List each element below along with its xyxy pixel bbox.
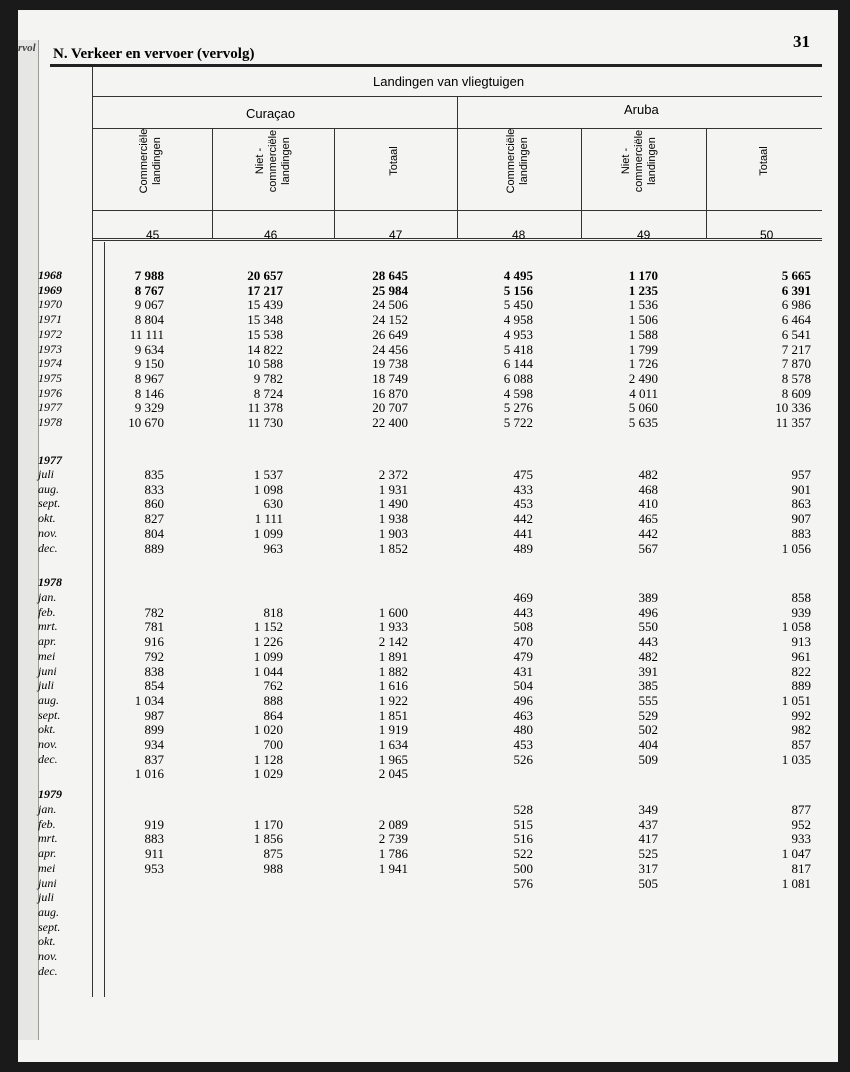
col-label-49: Niet - commerciële landingen	[620, 129, 658, 193]
row-label: mei	[38, 860, 56, 875]
table-cell: 1 044	[253, 663, 283, 679]
table-cell: 529	[638, 707, 658, 723]
col-num-50: 50	[760, 228, 774, 242]
col-label-48: Commerciële landingen	[505, 128, 530, 194]
table-cell: 11 730	[247, 415, 283, 430]
section-header: N. Verkeer en vervoer (vervolg)	[53, 46, 255, 62]
table-cell: 6 088	[503, 370, 533, 386]
table-cell: 1 852	[378, 540, 408, 556]
table-cell: 6 464	[781, 312, 811, 328]
table-cell: 504	[513, 678, 533, 694]
group-title: Landingen van vliegtuigen	[373, 74, 525, 89]
table-cell: 1 851	[378, 707, 408, 723]
row-label: 1968	[38, 268, 62, 282]
col-rule-4	[581, 128, 582, 238]
table-cell: 5 635	[628, 415, 658, 430]
table-cell: 1 226	[253, 634, 283, 650]
table-cell: 1 152	[253, 619, 283, 635]
table-cell: 6 144	[503, 356, 533, 372]
row-label: 1973	[38, 341, 62, 356]
table-cell: 17 217	[247, 282, 283, 298]
table-cell: 525	[638, 846, 658, 862]
table-cell: 854	[144, 678, 164, 694]
row-label: 1976	[38, 385, 62, 400]
curacao-title: Curaçao	[246, 106, 296, 121]
row-label: sept.	[38, 496, 61, 511]
table-cell: 453	[513, 737, 533, 752]
table-cell: 1 029	[253, 766, 283, 782]
table-cell: 20 707	[372, 400, 408, 416]
table-cell: 6 391	[781, 282, 811, 298]
table-cell: 10 588	[247, 356, 283, 372]
row-label: aug.	[38, 904, 59, 919]
table-cell: 4 598	[503, 385, 533, 401]
row-label: mrt.	[38, 831, 58, 846]
table-cell: 883	[144, 831, 164, 847]
table-cell: 1 034	[134, 692, 164, 708]
row-label: juni	[38, 663, 57, 678]
table-cell: 6 541	[781, 326, 811, 342]
row-label: okt.	[38, 934, 56, 949]
table-cell: 1 235	[628, 282, 658, 298]
table-cell: 480	[513, 722, 533, 738]
table-cell: 875	[263, 846, 283, 862]
row-label: nov.	[38, 949, 58, 963]
table-cell: 1 786	[378, 846, 408, 862]
table-cell: 860	[144, 496, 164, 512]
table-cell: 443	[638, 634, 658, 650]
table-cell: 442	[638, 525, 658, 541]
table-cell: 15 439	[247, 297, 283, 313]
col-rule-5	[706, 128, 707, 238]
table-cell: 1 098	[253, 481, 283, 497]
table-cell: 385	[638, 678, 658, 694]
table-cell: 782	[144, 604, 164, 620]
table-cell: 1 882	[378, 663, 408, 679]
row-label: feb.	[38, 816, 56, 831]
col-num-46: 46	[264, 228, 278, 242]
table-cell: 5 060	[628, 400, 658, 416]
table-cell: 1 922	[378, 692, 408, 708]
row-label: jan.	[38, 802, 57, 816]
table-cell: 391	[638, 663, 658, 679]
table-cell: 1 056	[781, 540, 811, 556]
row-label: 1969	[38, 282, 62, 297]
table-cell: 24 506	[372, 297, 408, 313]
table-cell: 10 336	[775, 400, 811, 416]
table-cell: 528	[513, 802, 533, 817]
previous-page-edge	[18, 40, 39, 1040]
col-label-47: Totaal	[388, 146, 400, 176]
table-cell: 2 372	[378, 467, 408, 482]
table-cell: 1 058	[781, 619, 811, 635]
rule-under-numbers-2	[92, 240, 822, 241]
table-cell: 8 767	[134, 282, 164, 298]
table-cell: 5 450	[503, 297, 533, 313]
table-cell: 5 722	[503, 415, 533, 430]
table-cell: 1 099	[253, 525, 283, 541]
table-cell: 5 276	[503, 400, 533, 416]
table-cell: 509	[638, 751, 658, 767]
section-year-label: 1978	[38, 575, 62, 589]
table-cell: 11 111	[129, 326, 164, 342]
table-cell: 567	[638, 540, 658, 556]
table-cell: 877	[791, 802, 811, 817]
table-cell: 11 357	[775, 415, 811, 430]
row-label: 1971	[38, 312, 62, 327]
table-cell: 417	[638, 831, 658, 847]
table-cell: 5 665	[781, 268, 811, 283]
table-cell: 888	[263, 692, 283, 708]
table-cell: 1 588	[628, 326, 658, 342]
table-cell: 8 967	[134, 370, 164, 386]
table-cell: 1 047	[781, 846, 811, 862]
table-cell: 7 217	[781, 341, 811, 357]
table-cell: 550	[638, 619, 658, 635]
table-cell: 1 536	[628, 297, 658, 313]
table-cell: 1 081	[781, 875, 811, 891]
table-cell: 482	[638, 467, 658, 482]
table-cell: 1 016	[134, 766, 164, 782]
table-cell: 505	[638, 875, 658, 891]
table-cell: 857	[791, 737, 811, 752]
col-label-50: Totaal	[758, 146, 770, 176]
table-cell: 838	[144, 663, 164, 679]
table-cell: 933	[791, 831, 811, 847]
table-cell: 2 045	[378, 766, 408, 782]
table-cell: 433	[513, 481, 533, 497]
document-page	[18, 10, 838, 1062]
row-label: juli	[38, 467, 55, 481]
table-cell: 555	[638, 692, 658, 708]
table-cell: 934	[144, 737, 164, 752]
table-cell: 1 099	[253, 648, 283, 664]
table-cell: 16 870	[372, 385, 408, 401]
row-label: dec.	[38, 540, 58, 555]
row-label: 1977	[38, 400, 62, 415]
table-cell: 8 804	[134, 312, 164, 328]
table-cell: 1 726	[628, 356, 658, 372]
table-cell: 9 782	[253, 370, 283, 386]
row-label: 1975	[38, 370, 62, 385]
table-cell: 410	[638, 496, 658, 512]
table-cell: 804	[144, 525, 164, 541]
table-cell: 11 378	[247, 400, 283, 416]
table-cell: 1 903	[378, 525, 408, 541]
table-cell: 9 634	[134, 341, 164, 357]
table-cell: 835	[144, 467, 164, 482]
table-cell: 1 931	[378, 481, 408, 497]
table-cell: 349	[638, 802, 658, 817]
table-cell: 8 609	[781, 385, 811, 401]
table-cell: 907	[791, 511, 811, 527]
table-cell: 479	[513, 648, 533, 664]
table-cell: 1 051	[781, 692, 811, 708]
table-cell: 4 953	[503, 326, 533, 342]
row-label: okt.	[38, 722, 56, 737]
table-cell: 28 645	[372, 268, 408, 283]
table-cell: 20 657	[247, 268, 283, 283]
table-cell: 982	[791, 722, 811, 738]
table-cell: 911	[144, 846, 164, 862]
header-rule	[50, 64, 822, 67]
section-year-label: 1979	[38, 787, 62, 801]
table-cell: 9 067	[134, 297, 164, 313]
table-cell: 431	[513, 663, 533, 679]
table-cell: 8 578	[781, 370, 811, 386]
table-cell: 4 958	[503, 312, 533, 328]
table-cell: 822	[791, 663, 811, 679]
table-cell: 1 170	[628, 268, 658, 283]
table-cell: 14 822	[247, 341, 283, 357]
table-cell: 864	[263, 707, 283, 723]
table-cell: 2 089	[378, 816, 408, 832]
table-cell: 1 634	[378, 737, 408, 752]
table-cell: 475	[513, 467, 533, 482]
table-cell: 630	[263, 496, 283, 512]
table-cell: 515	[513, 816, 533, 832]
table-cell: 1 020	[253, 722, 283, 738]
table-cell: 9 150	[134, 356, 164, 372]
row-label: 1974	[38, 356, 62, 371]
table-cell: 957	[791, 467, 811, 482]
col-label-46: Niet - commerciële landingen	[254, 129, 292, 193]
table-cell: 24 456	[372, 341, 408, 357]
table-cell: 465	[638, 511, 658, 527]
table-cell: 2 739	[378, 831, 408, 847]
table-cell: 463	[513, 707, 533, 723]
table-cell: 1 506	[628, 312, 658, 328]
table-cell: 576	[513, 875, 533, 891]
table-cell: 883	[791, 525, 811, 541]
row-label: nov.	[38, 737, 58, 751]
table-cell: 496	[638, 604, 658, 620]
row-label: dec.	[38, 751, 58, 766]
row-label: 1970	[38, 297, 62, 312]
table-cell: 526	[513, 751, 533, 767]
table-cell: 781	[144, 619, 164, 635]
table-cell: 404	[638, 737, 658, 752]
table-cell: 4 011	[629, 385, 658, 401]
table-cell: 502	[638, 722, 658, 738]
table-cell: 26 649	[372, 326, 408, 342]
table-cell: 837	[144, 751, 164, 767]
table-cell: 508	[513, 619, 533, 635]
table-cell: 919	[144, 816, 164, 832]
table-cell: 441	[513, 525, 533, 541]
table-cell: 889	[144, 540, 164, 556]
table-cell: 827	[144, 511, 164, 527]
table-cell: 1 965	[378, 751, 408, 767]
row-label: aug.	[38, 481, 59, 496]
row-label: sept.	[38, 707, 61, 722]
table-cell: 913	[791, 634, 811, 650]
table-cell: 1 600	[378, 604, 408, 620]
table-cell: 1 933	[378, 619, 408, 635]
col-label-45: Commerciële landingen	[138, 128, 163, 194]
table-cell: 1 128	[253, 751, 283, 767]
table-cell: 899	[144, 722, 164, 738]
table-cell: 833	[144, 481, 164, 497]
table-cell: 863	[791, 496, 811, 512]
table-cell: 1 111	[254, 511, 283, 527]
table-cell: 889	[791, 678, 811, 694]
table-cell: 792	[144, 648, 164, 664]
table-cell: 516	[513, 831, 533, 847]
table-cell: 700	[263, 737, 283, 752]
row-label: juli	[38, 890, 55, 905]
table-cell: 1 035	[781, 751, 811, 767]
row-label: apr.	[38, 634, 57, 649]
table-cell: 437	[638, 816, 658, 832]
row-label: 1978	[38, 415, 62, 429]
table-cell: 496	[513, 692, 533, 708]
rule-under-numbers	[92, 238, 822, 239]
table-cell: 1 799	[628, 341, 658, 357]
row-label: juni	[38, 875, 57, 890]
table-cell: 858	[791, 590, 811, 605]
table-cell: 963	[263, 540, 283, 556]
table-cell: 443	[513, 604, 533, 620]
col-rule-2	[334, 128, 335, 238]
table-cell: 1 919	[378, 722, 408, 738]
row-label: 1972	[38, 326, 62, 341]
table-cell: 15 538	[247, 326, 283, 342]
table-cell: 762	[263, 678, 283, 694]
table-cell: 1 537	[253, 467, 283, 482]
row-label: dec.	[38, 963, 58, 978]
table-cell: 8 146	[134, 385, 164, 401]
table-cell: 24 152	[372, 312, 408, 328]
table-cell: 916	[144, 634, 164, 650]
table-cell: 952	[791, 816, 811, 832]
table-cell: 901	[791, 481, 811, 497]
table-cell: 469	[513, 590, 533, 605]
table-cell: 988	[263, 860, 283, 876]
table-cell: 939	[791, 604, 811, 620]
table-cell: 453	[513, 496, 533, 512]
table-cell: 7 988	[134, 268, 164, 283]
table-cell: 470	[513, 634, 533, 650]
row-label: apr.	[38, 846, 57, 861]
row-label: sept.	[38, 919, 61, 934]
table-cell: 8 724	[253, 385, 283, 401]
table-cell: 482	[638, 648, 658, 664]
table-cell: 7 870	[781, 356, 811, 372]
table-cell: 15 348	[247, 312, 283, 328]
table-cell: 4 495	[503, 268, 533, 283]
table-cell: 961	[791, 648, 811, 664]
table-cell: 987	[144, 707, 164, 723]
table-cell: 489	[513, 540, 533, 556]
table-cell: 19 738	[372, 356, 408, 372]
row-label: aug.	[38, 692, 59, 707]
row-label: juli	[38, 678, 55, 693]
col-num-47: 47	[389, 228, 403, 242]
row-label: mei	[38, 648, 56, 663]
table-cell: 2 142	[378, 634, 408, 650]
table-cell: 25 984	[372, 282, 408, 298]
table-cell: 9 329	[134, 400, 164, 416]
table-cell: 468	[638, 481, 658, 497]
aruba-title: Aruba	[624, 102, 659, 117]
table-cell: 500	[513, 860, 533, 876]
table-cell: 1 891	[378, 648, 408, 664]
col-rule-3	[457, 96, 458, 238]
page-number: 31	[793, 32, 810, 51]
edge-label: rvol	[18, 42, 36, 54]
col-num-48: 48	[512, 228, 526, 242]
row-label: okt.	[38, 511, 56, 526]
table-cell: 5 418	[503, 341, 533, 357]
table-cell: 2 490	[628, 370, 658, 386]
table-cell: 18 749	[372, 370, 408, 386]
row-label: nov.	[38, 525, 58, 540]
table-cell: 1 941	[378, 860, 408, 876]
table-cell: 1 170	[253, 816, 283, 832]
table-cell: 522	[513, 846, 533, 862]
table-cell: 992	[791, 707, 811, 723]
table-cell: 1 616	[378, 678, 408, 694]
table-cell: 1 856	[253, 831, 283, 847]
section-year-label: 1977	[38, 453, 62, 467]
col-rule-1	[212, 128, 213, 238]
table-cell: 22 400	[372, 415, 408, 430]
table-cell: 953	[144, 860, 164, 876]
row-label: jan.	[38, 590, 57, 604]
table-cell: 1 490	[378, 496, 408, 512]
table-cell: 817	[791, 860, 811, 876]
table-cell: 1 938	[378, 511, 408, 527]
table-cell: 442	[513, 511, 533, 527]
table-cell: 6 986	[781, 297, 811, 313]
col-num-49: 49	[637, 228, 651, 242]
table-cell: 10 670	[128, 415, 164, 430]
table-cell: 389	[638, 590, 658, 605]
col-num-45: 45	[146, 228, 160, 242]
table-cell: 5 156	[503, 282, 533, 298]
row-label: mrt.	[38, 619, 58, 634]
row-label: feb.	[38, 604, 56, 619]
table-cell: 818	[263, 604, 283, 620]
table-cell: 317	[638, 860, 658, 876]
